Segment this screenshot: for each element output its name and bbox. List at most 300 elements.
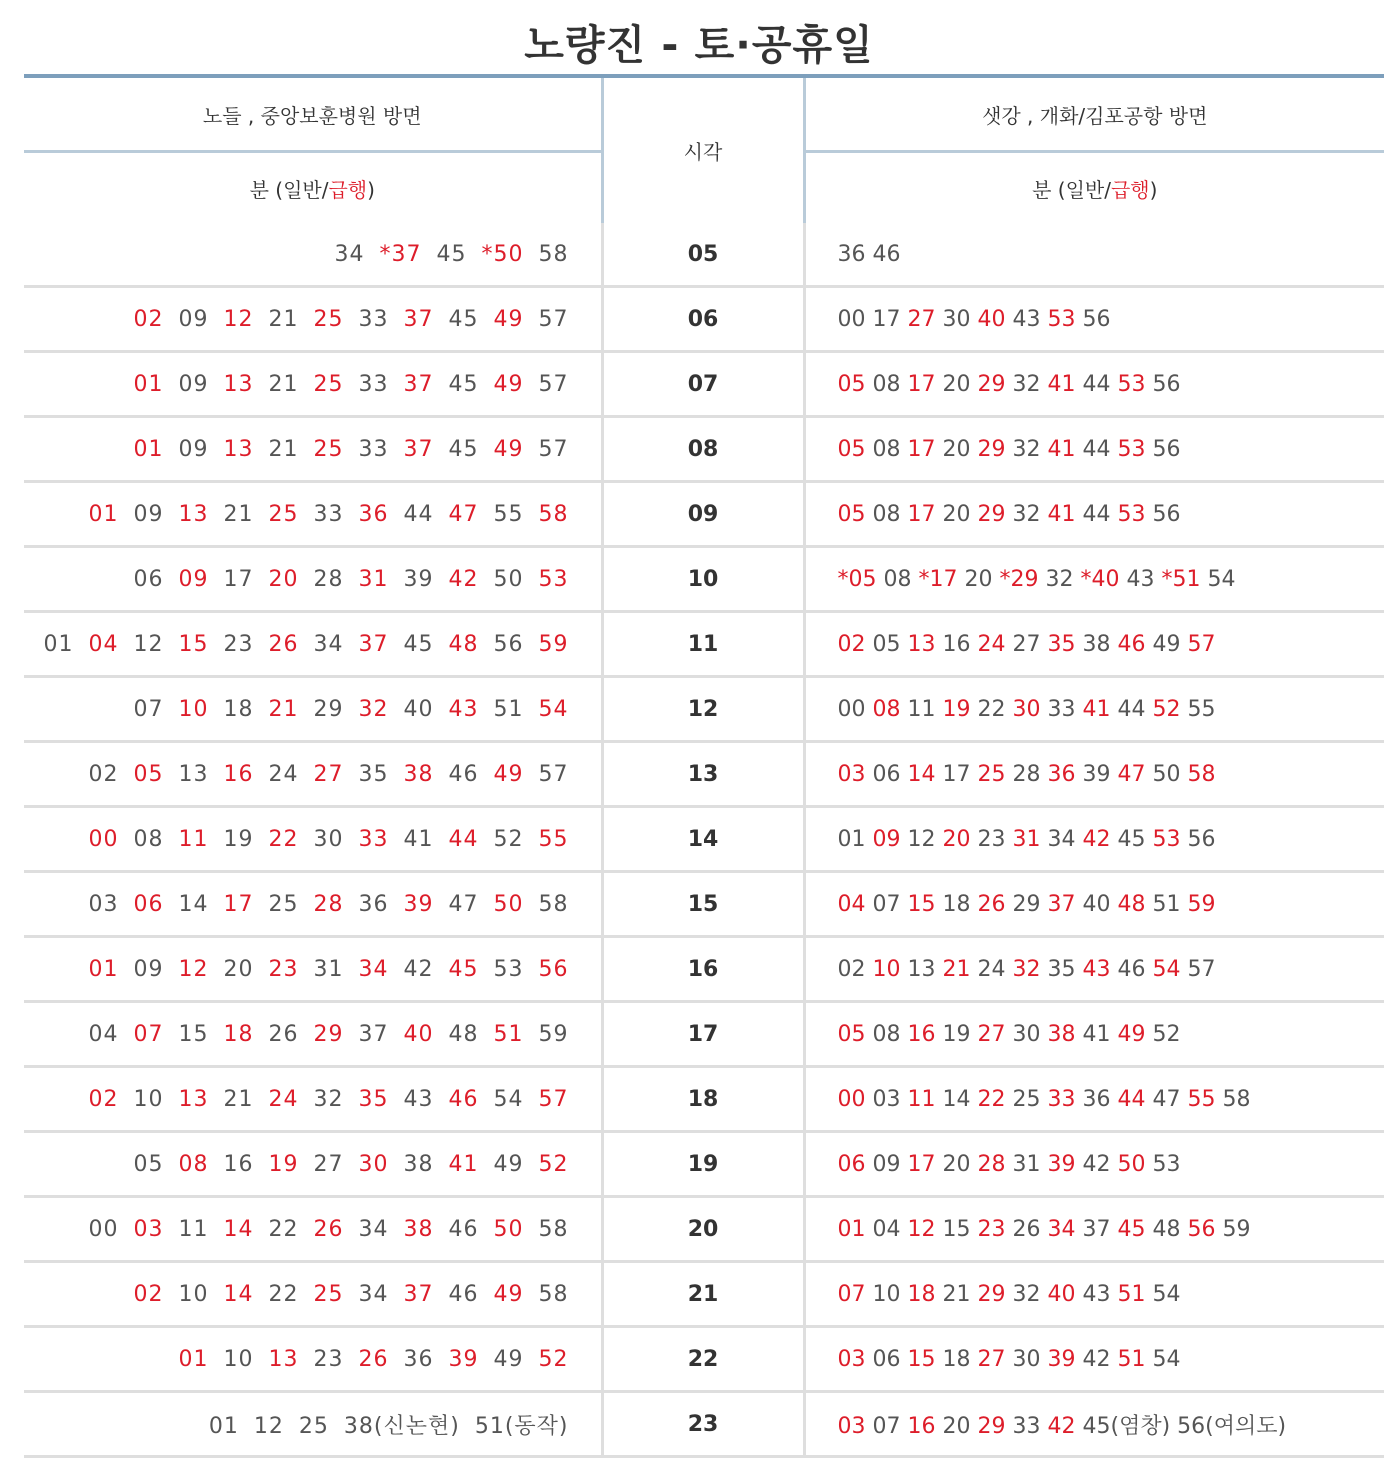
right-departures-cell bbox=[804, 677, 1384, 742]
express-legend: 급행 bbox=[1110, 177, 1150, 202]
departure-minute: 21 bbox=[268, 436, 299, 462]
right-departures-cell bbox=[804, 287, 1384, 352]
departure-minute: 32 bbox=[1012, 371, 1041, 397]
express-departure-minute: 01 bbox=[88, 956, 119, 982]
departure-minute: 07 bbox=[872, 1413, 901, 1439]
departure-minute: 30 bbox=[1012, 1021, 1041, 1047]
express-departure-minute: 50 bbox=[493, 1216, 524, 1242]
departure-minute: 17 bbox=[872, 306, 901, 332]
departure-minute: 21 bbox=[942, 1281, 971, 1307]
express-departure-minute: 37 bbox=[403, 306, 434, 332]
departure-minute: 43 bbox=[1126, 566, 1155, 592]
express-departure-minute: *51 bbox=[1161, 566, 1201, 592]
left-departures-cell bbox=[24, 1327, 602, 1392]
express-departure-minute: 32 bbox=[358, 696, 389, 722]
express-departure-minute: 04 bbox=[88, 631, 119, 657]
departure-minute: 58 bbox=[538, 891, 569, 917]
departure-minute: 52 bbox=[493, 826, 524, 852]
express-departure-minute: 25 bbox=[313, 306, 344, 332]
right-departures-cell bbox=[804, 937, 1384, 1002]
express-departure-minute: 12 bbox=[907, 1216, 936, 1242]
departure-minute: 09 bbox=[178, 371, 209, 397]
departure-minute: 54 bbox=[1152, 1346, 1181, 1372]
express-departure-minute: 34 bbox=[358, 956, 389, 982]
express-departure-minute: 10 bbox=[178, 696, 209, 722]
left-departures-cell bbox=[24, 937, 602, 1002]
express-departure-minute: 38 bbox=[403, 1216, 434, 1242]
express-departure-minute: 29 bbox=[977, 1413, 1006, 1439]
departure-minute: 20 bbox=[942, 1151, 971, 1177]
departure-minute: 44 bbox=[1082, 501, 1111, 527]
departure-minute: 23 bbox=[223, 631, 254, 657]
departure-minute: 28 bbox=[313, 566, 344, 592]
departure-minute: 58 bbox=[538, 1281, 569, 1307]
express-departure-minute: 02 bbox=[837, 631, 866, 657]
express-departure-minute: 26 bbox=[358, 1346, 389, 1372]
right-minutes-header bbox=[804, 152, 1384, 224]
express-departure-minute: 29 bbox=[977, 436, 1006, 462]
departure-minute: 36 bbox=[358, 891, 389, 917]
express-departure-minute: 26 bbox=[268, 631, 299, 657]
departure-minute: 08 bbox=[133, 826, 164, 852]
departure-minute: 39 bbox=[403, 566, 434, 592]
express-departure-minute: *37 bbox=[379, 241, 422, 267]
departure-minute: 57 bbox=[538, 436, 569, 462]
departure-minute: 45 bbox=[448, 306, 479, 332]
departure-minute: 46 bbox=[448, 1216, 479, 1242]
express-departure-minute: 55 bbox=[538, 826, 569, 852]
departure-minute: 46 bbox=[448, 761, 479, 787]
hour-cell: 18 bbox=[602, 1067, 804, 1132]
express-departure-minute: 02 bbox=[88, 1086, 119, 1112]
departure-minute: 22 bbox=[268, 1281, 299, 1307]
departure-minute: 44 bbox=[1082, 436, 1111, 462]
express-departure-minute: 27 bbox=[907, 306, 936, 332]
departure-minute: 07 bbox=[872, 891, 901, 917]
express-departure-minute: 05 bbox=[133, 761, 164, 787]
express-departure-minute: 45 bbox=[448, 956, 479, 982]
table-row bbox=[24, 1067, 1384, 1132]
express-departure-minute: 27 bbox=[313, 761, 344, 787]
express-departure-minute: 30 bbox=[1012, 696, 1041, 722]
express-departure-minute: 37 bbox=[403, 1281, 434, 1307]
right-departures-cell bbox=[804, 612, 1384, 677]
express-departure-minute: 38 bbox=[1047, 1021, 1076, 1047]
departure-minute: 12 bbox=[253, 1413, 284, 1439]
express-departure-minute: 51 bbox=[1117, 1346, 1146, 1372]
express-departure-minute: 22 bbox=[977, 1086, 1006, 1112]
departure-minute: 12 bbox=[133, 631, 164, 657]
departure-minute: 06 bbox=[872, 761, 901, 787]
table-row bbox=[24, 807, 1384, 872]
right-departures-cell bbox=[804, 1262, 1384, 1327]
departure-minute: 15 bbox=[942, 1216, 971, 1242]
express-departure-minute: 53 bbox=[1047, 306, 1076, 332]
minutes-header-prefix: 분 (일반/ bbox=[1032, 177, 1111, 202]
express-departure-minute: 16 bbox=[907, 1021, 936, 1047]
departure-minute: 32 bbox=[1012, 436, 1041, 462]
express-departure-minute: 17 bbox=[907, 436, 936, 462]
express-departure-minute: 41 bbox=[448, 1151, 479, 1177]
departure-minute: 54 bbox=[1207, 566, 1236, 592]
left-departures-cell bbox=[24, 1132, 602, 1197]
express-departure-minute: 29 bbox=[977, 501, 1006, 527]
left-departures-cell bbox=[24, 1197, 602, 1262]
departure-minute: 19 bbox=[942, 1021, 971, 1047]
express-departure-minute: 05 bbox=[837, 501, 866, 527]
departure-minute: 24 bbox=[977, 956, 1006, 982]
express-departure-minute: 24 bbox=[268, 1086, 299, 1112]
departure-minute: 10 bbox=[178, 1281, 209, 1307]
express-departure-minute: 54 bbox=[538, 696, 569, 722]
hour-cell: 08 bbox=[602, 417, 804, 482]
express-departure-minute: 54 bbox=[1152, 956, 1181, 982]
express-departure-minute: 13 bbox=[178, 501, 209, 527]
departure-minute: 42 bbox=[1082, 1151, 1111, 1177]
express-departure-minute: 08 bbox=[872, 696, 901, 722]
express-departure-minute: 37 bbox=[403, 371, 434, 397]
departure-minute: 09 bbox=[133, 956, 164, 982]
left-departures-cell bbox=[24, 417, 602, 482]
departure-minute: 56(여의도) bbox=[1177, 1413, 1287, 1439]
departure-minute: 18 bbox=[942, 1346, 971, 1372]
hour-cell: 20 bbox=[602, 1197, 804, 1262]
express-departure-minute: 25 bbox=[313, 436, 344, 462]
departure-minute: 55 bbox=[493, 501, 524, 527]
departure-minute: 07 bbox=[133, 696, 164, 722]
departure-minute: 43 bbox=[1012, 306, 1041, 332]
departure-minute: 56 bbox=[1152, 436, 1181, 462]
departure-minute: 05 bbox=[133, 1151, 164, 1177]
express-departure-minute: 46 bbox=[448, 1086, 479, 1112]
table-row bbox=[24, 1197, 1384, 1262]
express-departure-minute: 07 bbox=[837, 1281, 866, 1307]
departure-minute: 08 bbox=[872, 371, 901, 397]
departure-minute: 58 bbox=[538, 241, 569, 267]
departure-minute: 46 bbox=[872, 241, 901, 267]
page-title: 노량진 - 토·공휴일 bbox=[524, 21, 874, 69]
express-departure-minute: 17 bbox=[907, 501, 936, 527]
departure-minute: 09 bbox=[178, 306, 209, 332]
departure-minute: 03 bbox=[88, 891, 119, 917]
departure-minute: 01 bbox=[837, 826, 866, 852]
departure-minute: 20 bbox=[942, 501, 971, 527]
departure-minute: 32 bbox=[1045, 566, 1074, 592]
departure-minute: 09 bbox=[178, 436, 209, 462]
departure-minute: 20 bbox=[223, 956, 254, 982]
left-departures-cell bbox=[24, 223, 602, 287]
express-departure-minute: *05 bbox=[837, 566, 877, 592]
departure-minute: 44 bbox=[403, 501, 434, 527]
departure-minute: 57 bbox=[1187, 956, 1216, 982]
express-departure-minute: 41 bbox=[1047, 436, 1076, 462]
departure-minute: 45 bbox=[403, 631, 434, 657]
express-departure-minute: 43 bbox=[448, 696, 479, 722]
left-departures-cell bbox=[24, 1067, 602, 1132]
left-direction-header: 노들 , 중앙보훈병원 방면 bbox=[24, 76, 602, 152]
express-departure-minute: 56 bbox=[538, 956, 569, 982]
express-departure-minute: 25 bbox=[268, 501, 299, 527]
express-departure-minute: 01 bbox=[178, 1346, 209, 1372]
express-departure-minute: 14 bbox=[223, 1281, 254, 1307]
timetable bbox=[24, 74, 1384, 1458]
departure-minute: 08 bbox=[872, 501, 901, 527]
departure-minute: 25 bbox=[1012, 1086, 1041, 1112]
right-departures-cell bbox=[804, 223, 1384, 287]
departure-minute: 34 bbox=[358, 1216, 389, 1242]
departure-minute: 52 bbox=[1152, 1021, 1181, 1047]
express-departure-minute: 41 bbox=[1047, 501, 1076, 527]
departure-minute: 01 bbox=[208, 1413, 239, 1439]
express-departure-minute: 18 bbox=[907, 1281, 936, 1307]
express-departure-minute: 39 bbox=[1047, 1151, 1076, 1177]
departure-minute: 18 bbox=[942, 891, 971, 917]
table-row bbox=[24, 742, 1384, 807]
departure-minute: 30 bbox=[313, 826, 344, 852]
departure-minute: 46 bbox=[1117, 956, 1146, 982]
departure-minute: 33 bbox=[313, 501, 344, 527]
express-departure-minute: 41 bbox=[1082, 696, 1111, 722]
departure-minute: 06 bbox=[133, 566, 164, 592]
express-departure-minute: 27 bbox=[977, 1346, 1006, 1372]
express-departure-minute: 47 bbox=[1117, 761, 1146, 787]
departure-minute: 50 bbox=[1152, 761, 1181, 787]
express-departure-minute: 51 bbox=[1117, 1281, 1146, 1307]
departure-minute: 04 bbox=[88, 1021, 119, 1047]
express-departure-minute: 53 bbox=[1117, 436, 1146, 462]
departure-minute: 10 bbox=[872, 1281, 901, 1307]
departure-minute: 56 bbox=[1082, 306, 1111, 332]
left-departures-cell bbox=[24, 872, 602, 937]
express-departure-minute: 50 bbox=[1117, 1151, 1146, 1177]
departure-minute: 24 bbox=[268, 761, 299, 787]
departure-minute: 51 bbox=[493, 696, 524, 722]
express-departure-minute: 05 bbox=[837, 371, 866, 397]
express-departure-minute: 48 bbox=[1117, 891, 1146, 917]
left-departures-cell bbox=[24, 287, 602, 352]
express-departure-minute: 44 bbox=[448, 826, 479, 852]
departure-minute: 34 bbox=[1047, 826, 1076, 852]
express-departure-minute: 17 bbox=[907, 371, 936, 397]
right-departures-cell bbox=[804, 1067, 1384, 1132]
express-departure-minute: 42 bbox=[448, 566, 479, 592]
express-departure-minute: *50 bbox=[481, 241, 524, 267]
right-departures-cell bbox=[804, 1327, 1384, 1392]
right-departures-cell bbox=[804, 417, 1384, 482]
express-departure-minute: 51 bbox=[493, 1021, 524, 1047]
departure-minute: 57 bbox=[538, 306, 569, 332]
express-departure-minute: 40 bbox=[1047, 1281, 1076, 1307]
express-departure-minute: 33 bbox=[1047, 1086, 1076, 1112]
hour-cell: 06 bbox=[602, 287, 804, 352]
departure-minute: 13 bbox=[907, 956, 936, 982]
express-departure-minute: 42 bbox=[1047, 1413, 1076, 1439]
left-departures-cell bbox=[24, 612, 602, 677]
express-departure-minute: 25 bbox=[313, 1281, 344, 1307]
express-departure-minute: 07 bbox=[133, 1021, 164, 1047]
departure-minute: 40 bbox=[403, 696, 434, 722]
departure-minute: 10 bbox=[133, 1086, 164, 1112]
express-departure-minute: 03 bbox=[837, 1413, 866, 1439]
left-departures-cell bbox=[24, 482, 602, 547]
departure-minute: 32 bbox=[1012, 1281, 1041, 1307]
departure-minute: 56 bbox=[493, 631, 524, 657]
express-departure-minute: 15 bbox=[907, 1346, 936, 1372]
express-departure-minute: 06 bbox=[133, 891, 164, 917]
departure-minute: 45(염창) bbox=[1082, 1413, 1171, 1439]
express-departure-minute: 53 bbox=[538, 566, 569, 592]
express-departure-minute: 40 bbox=[977, 306, 1006, 332]
departure-minute: 22 bbox=[268, 1216, 299, 1242]
express-departure-minute: 59 bbox=[538, 631, 569, 657]
left-departures-cell bbox=[24, 742, 602, 807]
departure-minute: 02 bbox=[88, 761, 119, 787]
hour-cell: 10 bbox=[602, 547, 804, 612]
express-departure-minute: 57 bbox=[1187, 631, 1216, 657]
express-departure-minute: 53 bbox=[1117, 501, 1146, 527]
express-departure-minute: 49 bbox=[493, 761, 524, 787]
departure-minute: 34 bbox=[358, 1281, 389, 1307]
departure-minute: 26 bbox=[268, 1021, 299, 1047]
right-departures-cell bbox=[804, 1002, 1384, 1067]
table-row bbox=[24, 1262, 1384, 1327]
express-departure-minute: 09 bbox=[872, 826, 901, 852]
express-departure-minute: 14 bbox=[907, 761, 936, 787]
express-departure-minute: 33 bbox=[358, 826, 389, 852]
table-row bbox=[24, 417, 1384, 482]
departure-minute: 33 bbox=[358, 371, 389, 397]
express-departure-minute: 55 bbox=[1187, 1086, 1216, 1112]
departure-minute: 49 bbox=[493, 1151, 524, 1177]
table-row bbox=[24, 1132, 1384, 1197]
express-departure-minute: 37 bbox=[358, 631, 389, 657]
express-departure-minute: 03 bbox=[837, 761, 866, 787]
departure-minute: 09 bbox=[133, 501, 164, 527]
departure-minute: 47 bbox=[1152, 1086, 1181, 1112]
departure-minute: 21 bbox=[223, 1086, 254, 1112]
express-departure-minute: 53 bbox=[1152, 826, 1181, 852]
hour-cell: 13 bbox=[602, 742, 804, 807]
express-departure-minute: 28 bbox=[313, 891, 344, 917]
left-minutes-header bbox=[24, 152, 602, 224]
express-departure-minute: 59 bbox=[1187, 891, 1216, 917]
departure-minute: 50 bbox=[493, 566, 524, 592]
hour-cell: 12 bbox=[602, 677, 804, 742]
departure-minute: 43 bbox=[403, 1086, 434, 1112]
express-departure-minute: *17 bbox=[918, 566, 958, 592]
departure-minute: 14 bbox=[178, 891, 209, 917]
departure-minute: 53 bbox=[1152, 1151, 1181, 1177]
express-departure-minute: 23 bbox=[977, 1216, 1006, 1242]
hour-cell: 22 bbox=[602, 1327, 804, 1392]
departure-minute: 42 bbox=[1082, 1346, 1111, 1372]
express-departure-minute: 15 bbox=[178, 631, 209, 657]
express-departure-minute: 17 bbox=[907, 1151, 936, 1177]
express-departure-minute: 39 bbox=[1047, 1346, 1076, 1372]
express-departure-minute: 01 bbox=[133, 371, 164, 397]
departure-minute: 22 bbox=[977, 696, 1006, 722]
left-departures-cell bbox=[24, 807, 602, 872]
right-departures-cell bbox=[804, 1392, 1384, 1457]
express-departure-minute: 50 bbox=[493, 891, 524, 917]
right-departures-cell bbox=[804, 872, 1384, 937]
express-departure-minute: 37 bbox=[1047, 891, 1076, 917]
departure-minute: 21 bbox=[268, 371, 299, 397]
express-departure-minute: 05 bbox=[837, 1021, 866, 1047]
timetable-header bbox=[24, 76, 1384, 223]
express-departure-minute: 46 bbox=[1117, 631, 1146, 657]
departure-minute: 29 bbox=[1012, 891, 1041, 917]
departure-minute: 29 bbox=[313, 696, 344, 722]
hour-cell: 17 bbox=[602, 1002, 804, 1067]
express-departure-minute: 13 bbox=[223, 371, 254, 397]
departure-minute: 00 bbox=[837, 696, 866, 722]
departure-minute: 05 bbox=[872, 631, 901, 657]
departure-minute: 00 bbox=[837, 306, 866, 332]
express-departure-minute: 49 bbox=[493, 306, 524, 332]
express-departure-minute: 15 bbox=[907, 891, 936, 917]
departure-minute: 58 bbox=[1222, 1086, 1251, 1112]
express-departure-minute: 26 bbox=[977, 891, 1006, 917]
express-departure-minute: 03 bbox=[837, 1346, 866, 1372]
departure-minute: 16 bbox=[223, 1151, 254, 1177]
departure-minute: 18 bbox=[223, 696, 254, 722]
express-departure-minute: 28 bbox=[977, 1151, 1006, 1177]
departure-minute: 23 bbox=[313, 1346, 344, 1372]
departure-minute: 44 bbox=[1117, 696, 1146, 722]
express-departure-minute: 49 bbox=[493, 371, 524, 397]
departure-minute: 00 bbox=[88, 1216, 119, 1242]
express-departure-minute: 39 bbox=[448, 1346, 479, 1372]
express-departure-minute: 05 bbox=[837, 436, 866, 462]
express-departure-minute: 56 bbox=[1187, 1216, 1216, 1242]
hour-cell: 05 bbox=[602, 223, 804, 287]
right-departures-cell bbox=[804, 807, 1384, 872]
express-departure-minute: 02 bbox=[133, 306, 164, 332]
express-departure-minute: 21 bbox=[942, 956, 971, 982]
express-departure-minute: 13 bbox=[268, 1346, 299, 1372]
departure-minute: 30 bbox=[942, 306, 971, 332]
express-legend: 급행 bbox=[328, 177, 368, 202]
minutes-header-suffix: ) bbox=[1149, 177, 1158, 202]
departure-minute: 20 bbox=[942, 436, 971, 462]
express-departure-minute: *29 bbox=[999, 566, 1039, 592]
express-departure-minute: 16 bbox=[907, 1413, 936, 1439]
table-row bbox=[24, 352, 1384, 417]
express-departure-minute: 04 bbox=[837, 891, 866, 917]
departure-minute: 51 bbox=[1152, 891, 1181, 917]
express-departure-minute: 13 bbox=[178, 1086, 209, 1112]
minutes-header-prefix: 분 (일반/ bbox=[249, 177, 329, 202]
departure-minute: 08 bbox=[883, 566, 912, 592]
express-departure-minute: 19 bbox=[268, 1151, 299, 1177]
departure-minute: 28 bbox=[1012, 761, 1041, 787]
express-departure-minute: 25 bbox=[313, 371, 344, 397]
express-departure-minute: 25 bbox=[977, 761, 1006, 787]
departure-minute: 36 bbox=[837, 241, 866, 267]
departure-minute: 32 bbox=[1012, 501, 1041, 527]
departure-minute: 08 bbox=[872, 1021, 901, 1047]
table-row bbox=[24, 937, 1384, 1002]
express-departure-minute: 18 bbox=[223, 1021, 254, 1047]
departure-minute: 14 bbox=[942, 1086, 971, 1112]
express-departure-minute: 41 bbox=[1047, 371, 1076, 397]
departure-minute: 33 bbox=[358, 436, 389, 462]
departure-minute: 58 bbox=[538, 1216, 569, 1242]
express-departure-minute: 14 bbox=[223, 1216, 254, 1242]
express-departure-minute: 40 bbox=[403, 1021, 434, 1047]
departure-minute: 45 bbox=[436, 241, 467, 267]
